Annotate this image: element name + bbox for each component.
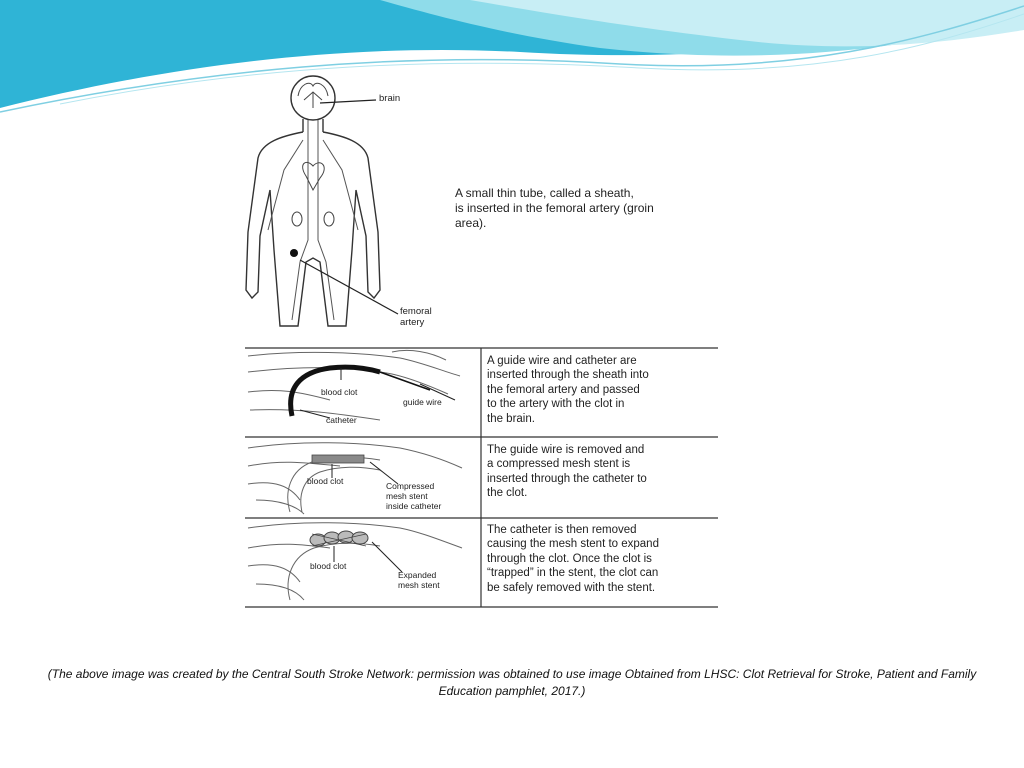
step3-blood-clot-label: blood clot [310,561,347,571]
step1-blood-clot-label: blood clot [321,387,358,397]
heart-icon [303,162,325,190]
step2-compressed-stent [312,455,364,463]
kidney-icon-right [324,212,334,226]
brain-detail [298,83,328,108]
step2-blood-clot-label: blood clot [307,476,344,486]
brain-leader-line [320,100,376,103]
step1-vessel [248,350,460,420]
step1-description: A guide wire and catheter are inserted through the sheath into the femoral artery and passed to the artery with the clot in the brain. [487,355,649,425]
kidney-icon-left [292,212,302,226]
human-body-outline [246,76,380,326]
step3-expanded-stent-label: Expanded mesh stent [398,570,440,590]
step3-description: The catheter is then removed causing the mesh stent to expand through the clot. Once the clot is “trapped” in the stent, the clot can be safely removed with the stent. [487,524,659,594]
step1-catheter-label: catheter [326,415,357,425]
organs [292,162,334,226]
step2-description: The guide wire is removed and a compressed mesh stent is inserted through the catheter to the clot. [487,444,647,500]
brain-label: brain [379,93,401,104]
step1-guide-wire-label: guide wire [403,397,442,407]
step2-compressed-stent-label: Compressed mesh stent inside catheter [386,481,442,511]
femoral-artery-label: femoral artery [400,306,432,328]
artery-lines [268,120,358,320]
image-credit-caption: (The above image was created by the Central South Stroke Network: permission was obtained to use image Obtained from LHSC: Clot Retrieval for Stroke, Patient and Family Education pamphlet, 2017.) [47,667,977,698]
femoral-leader-line [300,260,398,314]
step1-guide-wire [380,372,430,390]
sheath-description: A small thin tube, called a sheath, is inserted in the femoral artery (groin area). [455,186,654,230]
groin-entry-point [290,249,298,257]
